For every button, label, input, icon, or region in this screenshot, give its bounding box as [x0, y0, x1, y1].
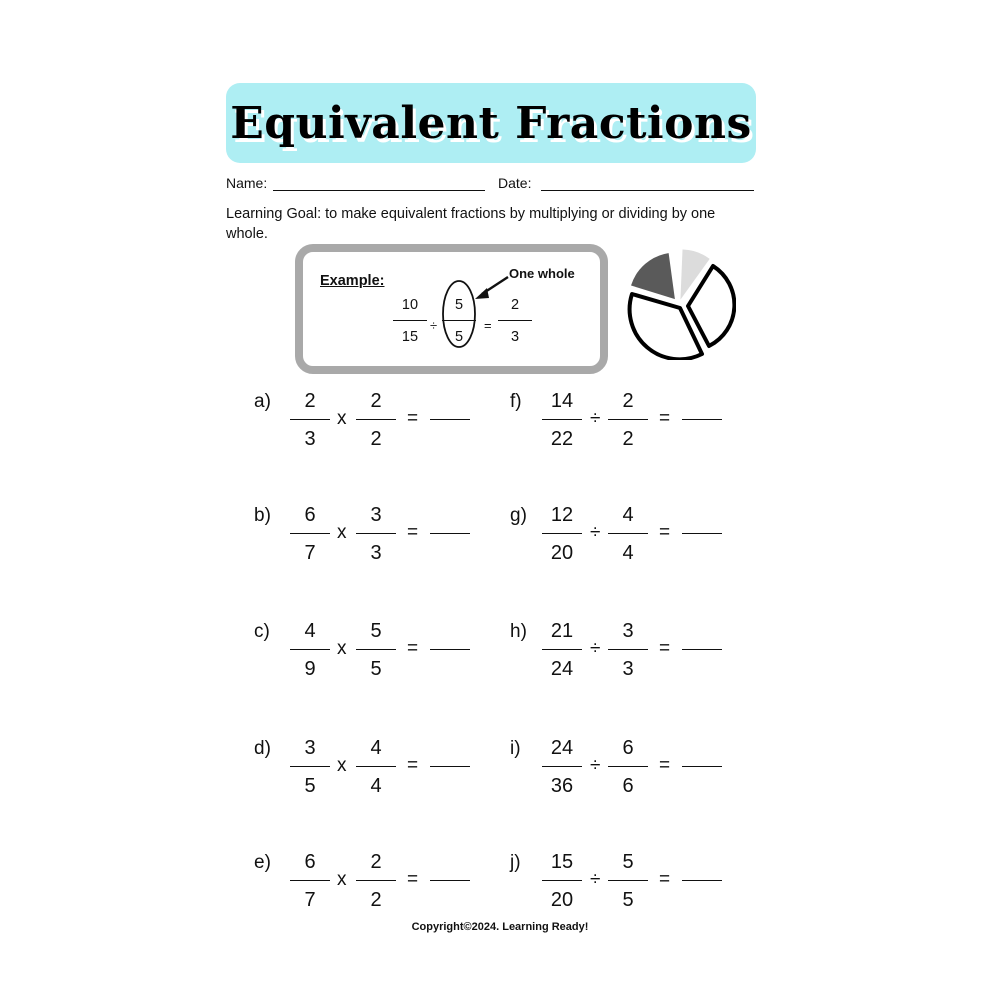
example-equals: =: [484, 318, 492, 333]
fraction-first: [290, 851, 330, 911]
denominator: 4: [622, 542, 634, 564]
fraction-first: [542, 851, 582, 911]
fraction-first: [542, 737, 582, 797]
fraction-first: [542, 620, 582, 680]
learning-goal: Learning Goal: to make equivalent fractions by multiplying or dividing by one whole.: [226, 206, 716, 242]
fraction-bar: [393, 320, 427, 321]
numerator: 2: [304, 390, 316, 412]
date-label: Date:: [498, 175, 532, 191]
problem-letter: g): [510, 505, 527, 526]
fraction-bar: [290, 649, 330, 650]
example-label: Example:: [320, 273, 385, 289]
fraction-bar: [356, 880, 396, 881]
denominator: 5: [304, 775, 316, 797]
fraction-bar: [608, 766, 648, 767]
problem-letter: f): [510, 391, 522, 412]
fraction-bar: [608, 533, 648, 534]
numerator: 5: [622, 851, 634, 873]
fraction-first: [290, 504, 330, 564]
fraction-whole: [356, 504, 396, 564]
problem-letter: b): [254, 505, 271, 526]
name-field[interactable]: [226, 175, 485, 191]
problem-letter: e): [254, 852, 271, 873]
denominator: 15: [401, 329, 419, 345]
name-label: Name:: [226, 175, 268, 191]
date-input-line[interactable]: [541, 177, 754, 191]
problem-letter: d): [254, 738, 271, 759]
numerator: 2: [370, 390, 382, 412]
answer-blank[interactable]: [682, 649, 722, 650]
numerator: 4: [622, 504, 634, 526]
equals-sign: =: [407, 638, 419, 659]
numerator: 12: [550, 504, 574, 526]
equals-sign: =: [407, 408, 419, 429]
denominator: 5: [622, 889, 634, 911]
denominator: 4: [370, 775, 382, 797]
numerator: 2: [510, 297, 520, 313]
page-title: Equivalent Fractions: [230, 97, 752, 149]
denominator: 24: [550, 658, 574, 680]
problem-letter: i): [510, 738, 521, 759]
fraction-whole: [356, 390, 396, 450]
fraction-bar: [356, 419, 396, 420]
fraction-bar: [290, 419, 330, 420]
numerator: 4: [304, 620, 316, 642]
numerator: 6: [304, 504, 316, 526]
answer-blank[interactable]: [430, 533, 470, 534]
fraction-bar: [356, 533, 396, 534]
denominator: 36: [550, 775, 574, 797]
fraction-bar: [442, 320, 476, 321]
fraction-whole: [356, 737, 396, 797]
denominator: 3: [622, 658, 634, 680]
operator: x: [337, 638, 347, 659]
fraction-first: [290, 737, 330, 797]
fraction-whole: [608, 851, 648, 911]
fraction-first: [290, 620, 330, 680]
fraction-bar: [542, 649, 582, 650]
fraction-whole: [356, 851, 396, 911]
problem-letter: h): [510, 621, 527, 642]
fraction-whole: [608, 737, 648, 797]
operator: ÷: [590, 755, 601, 776]
numerator: 14: [550, 390, 574, 412]
denominator: 2: [622, 428, 634, 450]
fraction-bar: [498, 320, 532, 321]
name-input-line[interactable]: [273, 177, 485, 191]
numerator: 15: [550, 851, 574, 873]
pie-chart-illustration: [626, 246, 736, 360]
operator: ÷: [590, 522, 601, 543]
fraction-bar: [356, 766, 396, 767]
fraction-bar: [542, 533, 582, 534]
fraction-bar: [290, 766, 330, 767]
fraction-bar: [608, 649, 648, 650]
example-fraction-whole: [442, 295, 476, 347]
denominator: 22: [550, 428, 574, 450]
arrow-head-icon: [475, 288, 489, 299]
fraction-first: [542, 390, 582, 450]
operator: x: [337, 408, 347, 429]
denominator: 7: [304, 889, 316, 911]
title-banner: [226, 83, 756, 163]
numerator: 6: [622, 737, 634, 759]
fraction-whole: [608, 390, 648, 450]
fraction-whole: [608, 504, 648, 564]
example-fraction-left: [393, 295, 427, 347]
fraction-bar: [290, 533, 330, 534]
operator: x: [337, 522, 347, 543]
numerator: 2: [370, 851, 382, 873]
numerator: 3: [622, 620, 634, 642]
one-whole-annotation: One whole: [509, 266, 575, 281]
operator: ÷: [590, 638, 601, 659]
denominator: 2: [370, 889, 382, 911]
numerator: 21: [550, 620, 574, 642]
answer-blank[interactable]: [430, 766, 470, 767]
fraction-bar: [290, 880, 330, 881]
denominator: 3: [510, 329, 520, 345]
answer-blank[interactable]: [682, 533, 722, 534]
fraction-bar: [542, 880, 582, 881]
fraction-whole: [356, 620, 396, 680]
numerator: 2: [622, 390, 634, 412]
numerator: 5: [454, 297, 464, 313]
numerator: 6: [304, 851, 316, 873]
operator: x: [337, 869, 347, 890]
example-fraction-result: [498, 295, 532, 347]
date-field[interactable]: [498, 175, 754, 191]
numerator: 5: [370, 620, 382, 642]
answer-blank[interactable]: [682, 419, 722, 420]
problem-letter: c): [254, 621, 270, 642]
denominator: 5: [370, 658, 382, 680]
fraction-whole: [608, 620, 648, 680]
denominator: 9: [304, 658, 316, 680]
copyright: Copyright©2024. Learning Ready!: [411, 921, 589, 933]
operator: ÷: [590, 869, 601, 890]
fraction-bar: [542, 766, 582, 767]
fraction-bar: [608, 419, 648, 420]
equals-sign: =: [659, 522, 671, 543]
equals-sign: =: [407, 869, 419, 890]
fraction-first: [290, 390, 330, 450]
denominator: 3: [304, 428, 316, 450]
answer-blank[interactable]: [682, 880, 722, 881]
fraction-bar: [356, 649, 396, 650]
equals-sign: =: [659, 408, 671, 429]
answer-blank[interactable]: [430, 419, 470, 420]
example-box: [295, 244, 608, 374]
problem-letter: j): [510, 852, 521, 873]
equals-sign: =: [407, 755, 419, 776]
fraction-first: [542, 504, 582, 564]
answer-blank[interactable]: [430, 649, 470, 650]
numerator: 24: [550, 737, 574, 759]
denominator: 6: [622, 775, 634, 797]
denominator: 2: [370, 428, 382, 450]
operator: ÷: [590, 408, 601, 429]
equals-sign: =: [407, 522, 419, 543]
denominator: 7: [304, 542, 316, 564]
denominator: 20: [550, 542, 574, 564]
denominator: 20: [550, 889, 574, 911]
equals-sign: =: [659, 638, 671, 659]
answer-blank[interactable]: [682, 766, 722, 767]
answer-blank[interactable]: [430, 880, 470, 881]
numerator: 3: [304, 737, 316, 759]
denominator: 5: [454, 329, 464, 345]
numerator: 10: [401, 297, 419, 313]
numerator: 4: [370, 737, 382, 759]
equals-sign: =: [659, 869, 671, 890]
problem-letter: a): [254, 391, 271, 412]
denominator: 3: [370, 542, 382, 564]
operator: x: [337, 755, 347, 776]
pie-slice-dark: [632, 254, 674, 298]
fraction-bar: [608, 880, 648, 881]
fraction-bar: [542, 419, 582, 420]
numerator: 3: [370, 504, 382, 526]
example-operator: ÷: [430, 318, 438, 333]
equals-sign: =: [659, 755, 671, 776]
